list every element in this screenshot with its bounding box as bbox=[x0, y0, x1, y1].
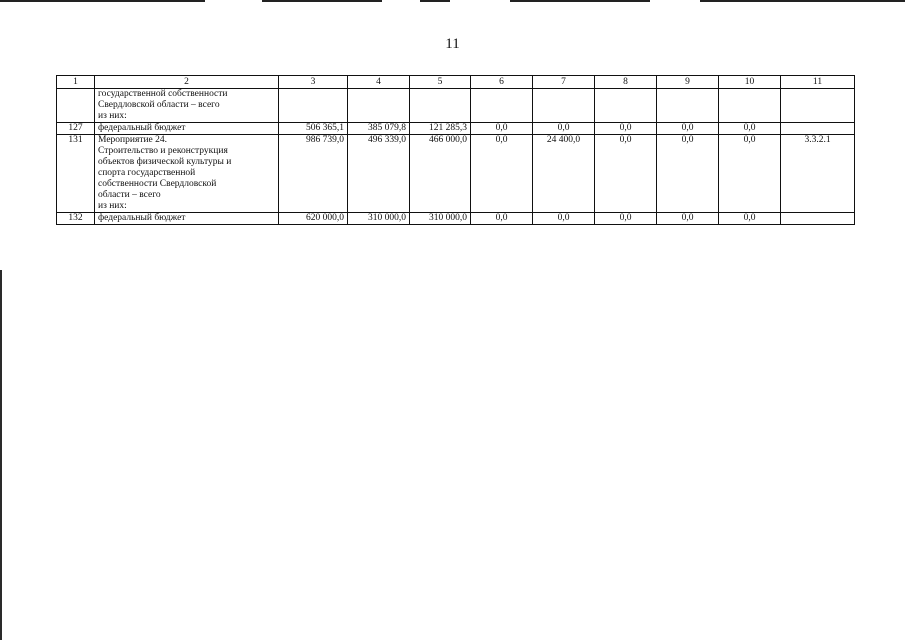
row-value-cell-4: 496 339,0 bbox=[348, 135, 410, 213]
row-number-cell: 127 bbox=[57, 123, 95, 135]
row-value-cell-8: 0,0 bbox=[595, 123, 657, 135]
row-name-cell bbox=[95, 135, 279, 213]
scan-top-rule-left bbox=[0, 0, 205, 2]
header-cell-7: 7 bbox=[533, 76, 595, 89]
row-value-cell-3: 620 000,0 bbox=[279, 213, 348, 225]
header-cell-11: 11 bbox=[781, 76, 855, 89]
row-number-cell: 131 bbox=[57, 135, 95, 213]
table-row bbox=[57, 213, 855, 225]
row-value-cell-5: 310 000,0 bbox=[410, 213, 471, 225]
row-value-cell-4: 385 079,8 bbox=[348, 123, 410, 135]
row-name-line: из них: bbox=[98, 201, 127, 211]
row-value-cell-6: 0,0 bbox=[471, 135, 533, 213]
row-value-cell-7 bbox=[533, 89, 595, 123]
row-value-cell-8: 0,0 bbox=[595, 135, 657, 213]
header-cell-6: 6 bbox=[471, 76, 533, 89]
header-cell-1: 1 bbox=[57, 76, 95, 89]
row-value-cell-8 bbox=[595, 89, 657, 123]
row-value-cell-3: 506 365,1 bbox=[279, 123, 348, 135]
row-name-cell bbox=[95, 213, 279, 225]
row-name-line: собственности Свердловской bbox=[98, 179, 217, 189]
row-value-cell-7: 0,0 bbox=[533, 213, 595, 225]
row-code-cell bbox=[781, 89, 855, 123]
row-name-line: области – всего bbox=[98, 190, 161, 200]
scan-top-rule-right bbox=[510, 0, 650, 2]
table-header-row bbox=[57, 76, 855, 89]
table-body bbox=[57, 76, 855, 225]
row-value-cell-5: 466 000,0 bbox=[410, 135, 471, 213]
row-value-cell-6: 0,0 bbox=[471, 213, 533, 225]
row-value-cell-3 bbox=[279, 89, 348, 123]
table-row bbox=[57, 123, 855, 135]
row-name-cell bbox=[95, 123, 279, 135]
header-cell-10: 10 bbox=[719, 76, 781, 89]
scan-left-edge-mark bbox=[0, 270, 2, 640]
row-name-line: федеральный бюджет bbox=[98, 123, 186, 133]
row-name-line: государственной собственности bbox=[98, 89, 228, 99]
header-cell-2: 2 bbox=[95, 76, 279, 89]
budget-table bbox=[56, 75, 855, 225]
scan-top-rule-mid-short bbox=[420, 0, 450, 2]
header-cell-9: 9 bbox=[657, 76, 719, 89]
row-name-line: объектов физической культуры и bbox=[98, 157, 232, 167]
row-name-line: Мероприятие 24. bbox=[98, 135, 168, 145]
row-value-cell-4 bbox=[348, 89, 410, 123]
row-number-cell bbox=[57, 89, 95, 123]
row-value-cell-9: 0,0 bbox=[657, 213, 719, 225]
row-value-cell-10: 0,0 bbox=[719, 135, 781, 213]
row-name-line: спорта государственной bbox=[98, 168, 196, 178]
row-name-line: федеральный бюджет bbox=[98, 213, 186, 223]
row-value-cell-5: 121 285,3 bbox=[410, 123, 471, 135]
row-value-cell-6 bbox=[471, 89, 533, 123]
row-value-cell-9: 0,0 bbox=[657, 135, 719, 213]
row-value-cell-10: 0,0 bbox=[719, 123, 781, 135]
scan-top-rule-far-right bbox=[700, 0, 905, 2]
row-value-cell-6: 0,0 bbox=[471, 123, 533, 135]
row-value-cell-9: 0,0 bbox=[657, 123, 719, 135]
scan-top-rule-mid bbox=[262, 0, 382, 2]
row-value-cell-5 bbox=[410, 89, 471, 123]
header-cell-4: 4 bbox=[348, 76, 410, 89]
page-number: 11 bbox=[445, 36, 460, 52]
row-value-cell-8: 0,0 bbox=[595, 213, 657, 225]
row-name-line: Строительство и реконструкция bbox=[98, 146, 228, 156]
row-value-cell-7: 0,0 bbox=[533, 123, 595, 135]
row-value-cell-10: 0,0 bbox=[719, 213, 781, 225]
table-row bbox=[57, 89, 855, 123]
row-value-cell-9 bbox=[657, 89, 719, 123]
row-code-cell bbox=[781, 123, 855, 135]
row-value-cell-10 bbox=[719, 89, 781, 123]
row-number-cell: 132 bbox=[57, 213, 95, 225]
row-value-cell-4: 310 000,0 bbox=[348, 213, 410, 225]
row-value-cell-7: 24 400,0 bbox=[533, 135, 595, 213]
row-name-line: Свердловской области – всего bbox=[98, 100, 220, 110]
table-row bbox=[57, 135, 855, 213]
header-cell-5: 5 bbox=[410, 76, 471, 89]
row-value-cell-3: 986 739,0 bbox=[279, 135, 348, 213]
row-code-cell bbox=[781, 213, 855, 225]
row-name-line: из них: bbox=[98, 111, 127, 121]
row-code-cell: 3.3.2.1 bbox=[781, 135, 855, 213]
header-cell-3: 3 bbox=[279, 76, 348, 89]
header-cell-8: 8 bbox=[595, 76, 657, 89]
row-name-cell bbox=[95, 89, 279, 123]
